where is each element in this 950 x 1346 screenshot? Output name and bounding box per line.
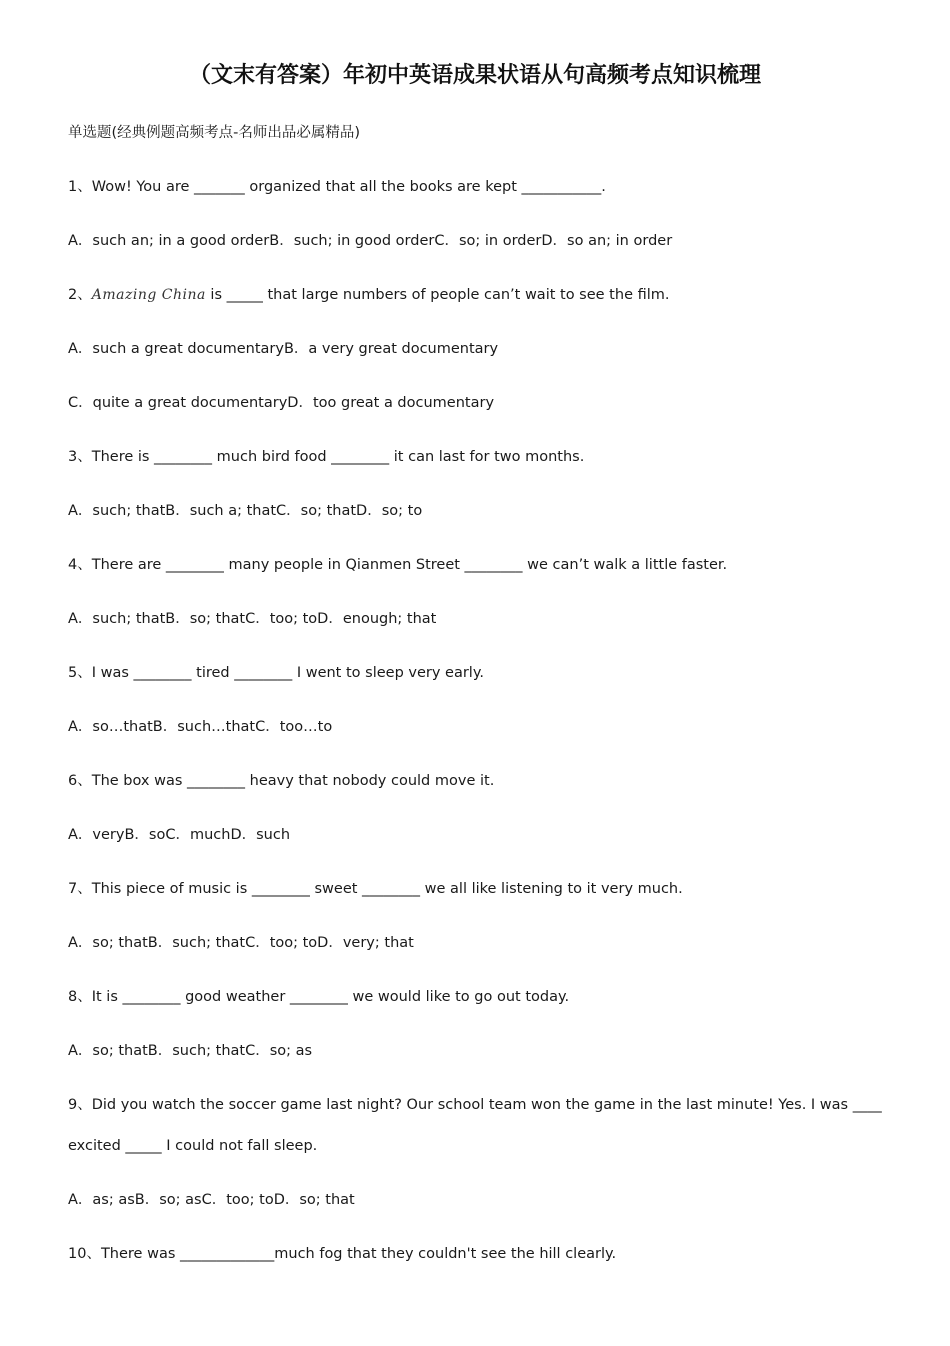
question-8: 8、It is ________ good weather ________ we would like to go out today.	[68, 989, 570, 1005]
options-4: A．such; thatB．so; thatC．too; toD．enough; that	[68, 611, 437, 627]
options-8: A．so; thatB．such; thatC．so; as	[68, 1043, 313, 1059]
question-4: 4、There are ________ many people in Qianmen Street ________ we can’t walk a little faster.	[68, 557, 728, 573]
question-9-line-1: 9、Did you watch the soccer game last night? Our school team won the game in the last minute! Yes. I was ____	[68, 1097, 882, 1113]
options-2b: C．quite a great documentaryD．too great a documentary	[68, 395, 495, 411]
question-2-number: 2、	[68, 287, 92, 303]
options-5: A．so…thatB．such…thatC．too…to	[68, 719, 333, 735]
options-3: A．such; thatB．such a; thatC．so; thatD．so; to	[68, 503, 423, 519]
question-7: 7、This piece of music is ________ sweet ________ we all like listening to it very much.	[68, 881, 683, 897]
section-heading: 单选题(经典例题高频考点-名师出品必属精品)	[68, 125, 361, 141]
options-1: A．such an; in a good orderB．such; in good orderC．so; in orderD．so an; in order	[68, 233, 673, 249]
question-1: 1、Wow! You are _______ organized that all the books are kept ___________.	[68, 179, 606, 195]
options-7: A．so; thatB．such; thatC．too; toD．very; that	[68, 935, 414, 951]
question-9-line-2: excited _____ I could not fall sleep.	[68, 1138, 318, 1154]
question-3: 3、There is ________ much bird food ________ it can last for two months.	[68, 449, 585, 465]
document-title: （文末有答案）年初中英语成果状语从句高频考点知识梳理	[188, 63, 761, 88]
question-5: 5、I was ________ tired ________ I went to sleep very early.	[68, 665, 484, 681]
question-10: 10、There was _____________much fog that they couldn't see the hill clearly.	[68, 1246, 617, 1262]
options-2a: A．such a great documentaryB．a very great documentary	[68, 341, 499, 357]
question-6: 6、The box was ________ heavy that nobody could move it.	[68, 773, 495, 789]
question-2-film-title: Amazing China	[91, 287, 206, 303]
question-2-text: is _____ that large numbers of people can’t wait to see the film.	[205, 287, 670, 303]
options-9: A．as; asB．so; asC．too; toD．so; that	[68, 1192, 355, 1208]
question-2	[68, 285, 670, 305]
options-6: A．veryB．soC．muchD．such	[68, 827, 291, 843]
